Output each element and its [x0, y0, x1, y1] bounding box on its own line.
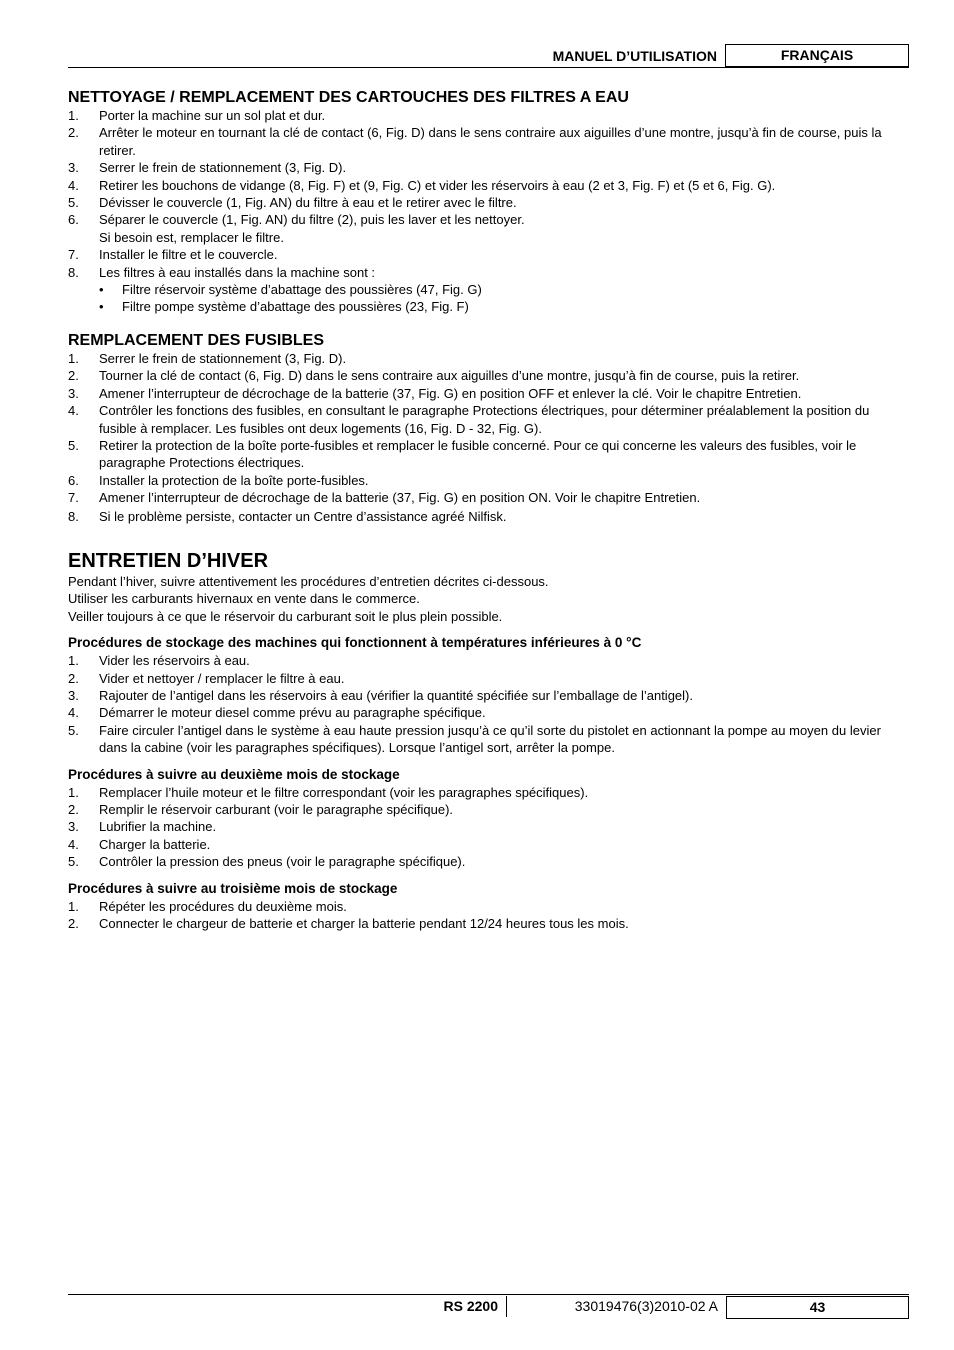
list-item [68, 107, 910, 124]
list-item [68, 784, 910, 801]
item-number: 1. [68, 653, 79, 669]
item-number: 1. [68, 784, 79, 800]
steps-list [68, 784, 910, 871]
section-fuse-replacement [68, 331, 910, 525]
item-text: Porter la machine sur un sol plat et dur. [99, 108, 326, 123]
item-text: Faire circuler l’antigel dans le système à eau haute pression jusqu’à ce qu’il sorte du pistolet en actionnant la pompe au moyen du levier dans la cabine (voir les paragraphes spécifiques). Lorsque l’antigel sort, arrêter la pompe. [99, 722, 881, 756]
item-text: Remplacer l’huile moteur et le filtre correspondant (voir les paragraphes spécifiques). [99, 784, 589, 800]
item-number: 2. [68, 368, 79, 384]
list-item [68, 159, 910, 176]
bullet-list [68, 281, 910, 316]
item-text: Retirer la protection de la boîte porte-fusibles et remplacer le fusible concerné. Pour ce qui concerne les valeurs des fusibles, voir le paragraphe Protections électriques. [99, 437, 857, 471]
item-text: Lubrifier la machine. [99, 819, 217, 835]
item-number: 4. [68, 177, 79, 193]
item-text: Arrêter le moteur en tournant la clé de contact (6, Fig. D) dans le sens contraire aux aiguilles d’une montre, jusqu’à fin de course, puis la retirer. [99, 125, 882, 158]
list-item [68, 508, 910, 525]
item-text: Vider et nettoyer / remplacer le filtre à eau. [99, 670, 345, 686]
subsection-title: Procédures de stockage des machines qui fonctionnent à températures inférieures à 0 °C [68, 635, 642, 651]
item-text: Installer le filtre et le couvercle. [99, 247, 278, 263]
subsection-second-month [68, 766, 910, 871]
item-number: 6. [68, 472, 79, 488]
header-language: FRANÇAIS [725, 44, 909, 67]
subsection-title: Procédures à suivre au troisième mois de stockage [68, 880, 398, 896]
paragraph: Veiller toujours à ce que le réservoir du carburant soit le plus plein possible. [68, 608, 503, 624]
item-text: Démarrer le moteur diesel comme prévu au paragraphe spécifique. [99, 705, 486, 721]
page-footer [68, 1294, 909, 1320]
list-item [68, 722, 910, 757]
item-text: Remplir le réservoir carburant (voir le paragraphe spécifique). [99, 802, 454, 817]
list-item [68, 124, 910, 159]
item-number: 8. [68, 264, 79, 280]
steps-list [68, 652, 910, 756]
section-title: REMPLACEMENT DES FUSIBLES [68, 331, 325, 349]
header-rule [68, 67, 909, 68]
list-item [68, 246, 910, 263]
list-item [68, 177, 910, 194]
steps-list [68, 898, 910, 933]
item-text: Les filtres à eau installés dans la machine sont : [99, 264, 376, 280]
list-item [68, 801, 910, 818]
section-winter-maintenance [68, 549, 910, 933]
bullet-text: Filtre pompe système d’abattage des poussières (23, Fig. F) [122, 299, 469, 315]
list-item [68, 264, 910, 281]
list-item [68, 489, 910, 506]
steps-list [68, 107, 910, 281]
item-number: 5. [68, 437, 79, 453]
list-item [68, 402, 910, 437]
bullet-mark: • [99, 282, 104, 298]
list-item [68, 194, 910, 211]
item-text-main: Séparer le couvercle (1, Fig. AN) du filtre (2), puis les laver et les nettoyer. [99, 212, 525, 228]
item-number: 1. [68, 898, 79, 914]
bullet-item [68, 281, 910, 298]
item-number: 3. [68, 687, 79, 703]
item-number: 5. [68, 854, 79, 870]
item-number: 6. [68, 212, 79, 228]
list-item [68, 652, 910, 669]
page-header [68, 44, 909, 69]
paragraph: Pendant l’hiver, suivre attentivement les procédures d’entretien décrites ci-dessous. [68, 573, 549, 589]
section-title: ENTRETIEN D’HIVER [68, 549, 269, 572]
item-number: 4. [68, 705, 79, 721]
list-item [68, 836, 910, 853]
item-text: Dévisser le couvercle (1, Fig. AN) du filtre à eau et le retirer avec le filtre. [99, 195, 517, 211]
item-number: 3. [68, 160, 79, 176]
list-item [68, 818, 910, 835]
item-number: 1. [68, 108, 79, 123]
paragraph: Utiliser les carburants hivernaux en vente dans le commerce. [68, 591, 420, 607]
subsection-third-month [68, 880, 910, 933]
header-title: MANUEL D’UTILISATION [552, 48, 717, 64]
list-item [68, 367, 910, 384]
page-content [68, 88, 910, 932]
section-filter-cleaning [68, 88, 910, 316]
item-text: Connecter le chargeur de batterie et charger la batterie pendant 12/24 heures tous les mois. [99, 916, 629, 932]
item-number: 2. [68, 670, 79, 686]
item-number: 2. [68, 802, 79, 817]
item-text: Contrôler la pression des pneus (voir le paragraphe spécifique). [99, 854, 466, 870]
item-text: Tourner la clé de contact (6, Fig. D) dans le sens contraire aux aiguilles d’une montre, jusqu’à fin de course, puis la retirer. [99, 368, 800, 384]
item-number: 2. [68, 125, 79, 141]
item-number: 7. [68, 247, 79, 263]
footer-page-number: 43 [726, 1296, 909, 1319]
item-text: Amener l’interrupteur de décrochage de la batterie (37, Fig. G) en position OFF et enlever la clé. Voir le chapitre Entretien. [99, 385, 802, 401]
item-text: Contrôler les fonctions des fusibles, en consultant le paragraphe Protections électriques, pour déterminer préalablement la position du fusible à remplacer. Les fusibles ont deux logements (16, Fig. D - 32, Fig. G). [99, 403, 870, 436]
footer-model: RS 2200 [408, 1296, 507, 1317]
item-text: Installer la protection de la boîte porte-fusibles. [99, 472, 369, 488]
item-text: Retirer les bouchons de vidange (8, Fig. F) et (9, Fig. C) et vider les réservoirs à eau (2 et 3, Fig. F) et (5 et 6, Fig. G). [99, 177, 776, 193]
footer-document-code: 33019476(3)2010-02 A [574, 1298, 718, 1314]
item-text-extra: Si besoin est, remplacer le filtre. [99, 229, 284, 245]
item-text: Si le problème persiste, contacter un Centre d’assistance agréé Nilfisk. [99, 508, 507, 524]
item-number: 3. [68, 385, 79, 401]
item-text: Rajouter de l’antigel dans les réservoirs à eau (vérifier la quantité spécifiée sur l’emballage de l’antigel). [99, 687, 693, 703]
list-item [68, 472, 910, 489]
item-number: 3. [68, 819, 79, 835]
item-text: Amener l’interrupteur de décrochage de la batterie (37, Fig. G) en position ON. Voir le chapitre Entretien. [99, 490, 701, 506]
section-title: NETTOYAGE / REMPLACEMENT DES CARTOUCHES DES FILTRES A EAU [68, 89, 629, 106]
item-number: 8. [68, 508, 79, 524]
list-item [68, 350, 910, 367]
item-number: 4. [68, 836, 79, 852]
list-item [68, 385, 910, 402]
item-text: Serrer le frein de stationnement (3, Fig. D). [99, 350, 347, 366]
list-item [68, 898, 910, 915]
list-item [68, 437, 910, 472]
item-number: 7. [68, 490, 79, 506]
bullet-text: Filtre réservoir système d’abattage des poussières (47, Fig. G) [122, 282, 482, 298]
bullet-item [68, 298, 910, 315]
list-item [68, 704, 910, 721]
item-text [99, 211, 910, 246]
item-number: 4. [68, 403, 79, 419]
list-item [68, 211, 910, 246]
list-item [68, 687, 910, 704]
list-item [68, 915, 910, 932]
item-text: Serrer le frein de stationnement (3, Fig. D). [99, 160, 347, 176]
item-number: 2. [68, 916, 79, 932]
item-number: 1. [68, 350, 79, 366]
item-text: Répéter les procédures du deuxième mois. [99, 898, 347, 914]
item-number: 5. [68, 195, 79, 211]
list-item [68, 670, 910, 687]
steps-list [68, 350, 910, 525]
list-item [68, 853, 910, 870]
item-number: 5. [68, 722, 79, 738]
subsection-title: Procédures à suivre au deuxième mois de stockage [68, 766, 400, 782]
footer-rule [68, 1294, 909, 1295]
item-text: Charger la batterie. [99, 836, 211, 852]
item-text: Vider les réservoirs à eau. [99, 653, 250, 669]
bullet-mark: • [99, 299, 104, 315]
subsection-storage-below-zero [68, 634, 910, 756]
